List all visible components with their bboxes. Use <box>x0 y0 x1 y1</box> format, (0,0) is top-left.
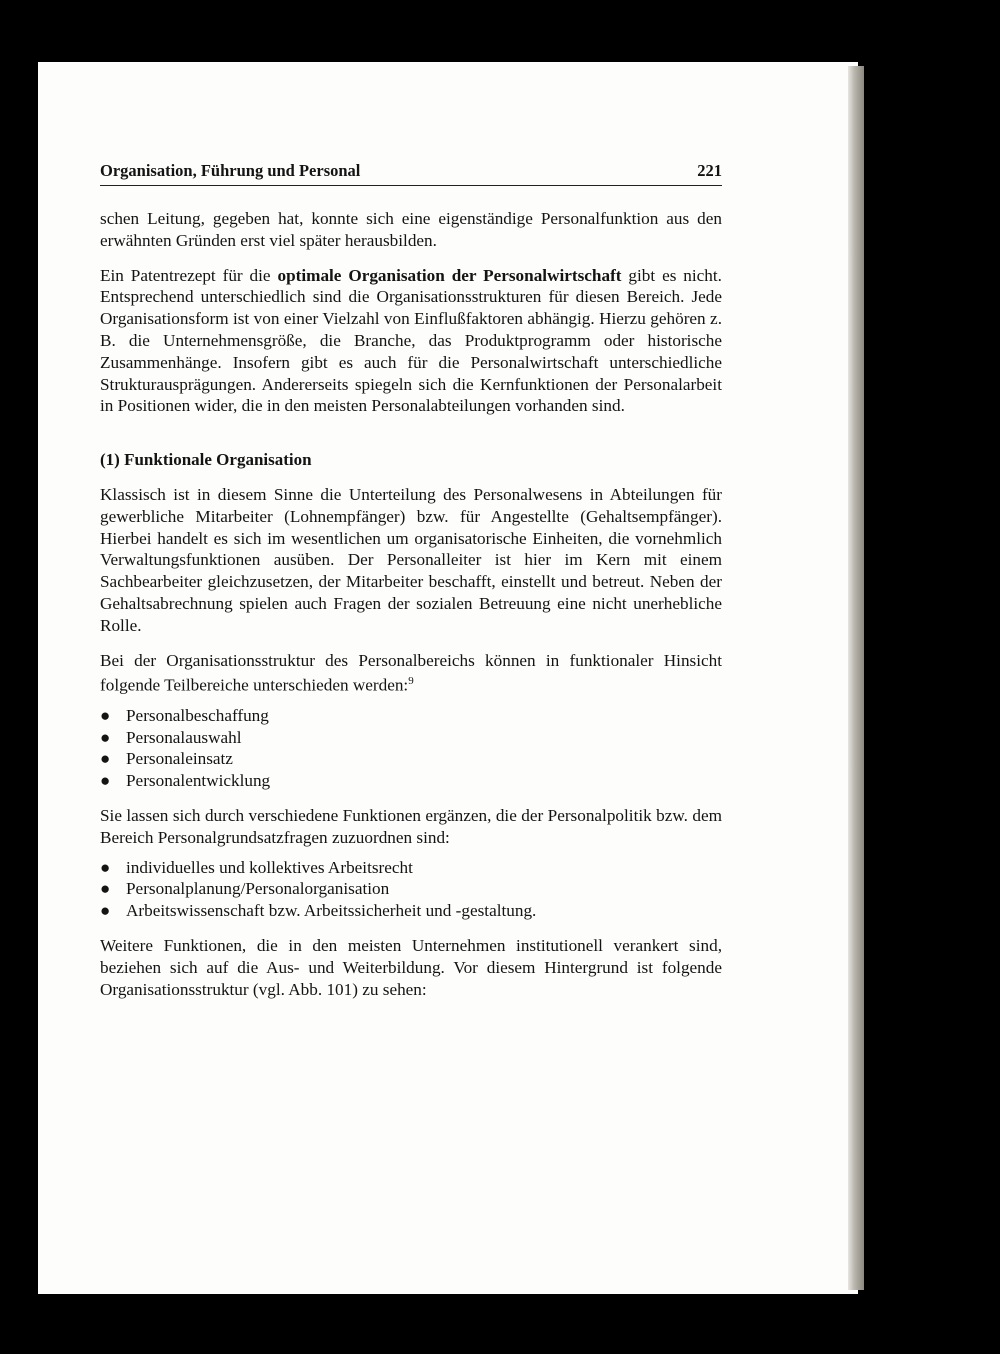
paragraph-2 <box>100 265 722 418</box>
paragraph-2-text-a: Ein Patentrezept für die <box>100 265 278 285</box>
bullet-icon: ● <box>100 705 111 725</box>
paragraph-2-text-b: gibt es nicht. Entsprechend unterschiedlich sind die Organisationsstrukturen für diesen Bereich. Jede Organisationsform ist von einer Vielzahl von Einflußfaktoren abhängig. Hierzu gehören z. B. die Unternehmensgröße, die Branche, das Produktprogramm oder historische Zusammenhänge. Insofern gibt es auch für die Personalwirtschaft unterschiedliche Strukturausprägungen. Andererseits spiegeln sich die Kernfunktionen der Personalarbeit in Positionen wider, die in den meisten Personalabteilungen vorhanden sind. <box>100 265 722 416</box>
list-item-text: Personalauswahl <box>126 727 242 747</box>
page-edge <box>848 66 864 1290</box>
function-list-2 <box>100 857 722 922</box>
paragraph-2-bold: optimale Organisation der Personalwirtschaft <box>277 265 622 285</box>
bullet-icon: ● <box>100 771 111 791</box>
list-item-text: Personalbeschaffung <box>126 705 269 725</box>
list-item <box>100 878 722 900</box>
running-head-title: Organisation, Führung und Personal <box>100 161 361 180</box>
list-item <box>100 900 722 922</box>
paragraph-6: Weitere Funktionen, die in den meisten Unternehmen institutionell verankert sind, beziehen sich auf die Aus- und Weiterbildung. Vor diesem Hintergrund ist folgende Organisationsstruktur (vgl. Abb. 101) zu sehen: <box>100 936 722 999</box>
bullet-icon: ● <box>100 857 111 877</box>
list-item-text: Personaleinsatz <box>126 749 233 769</box>
section-heading: (1) Funktionale Organisation <box>100 450 312 470</box>
list-item <box>100 705 722 727</box>
paragraph-3: Klassisch ist in diesem Sinne die Unterteilung des Personalwesens in Abteilungen für gewerbliche Mitarbeiter (Lohnempfänger) bzw. für Angestellte (Gehaltsempfänger). Hierbei handelt es sich im wesentlichen um organisatorische Einheiten, die vornehmlich Verwaltungsfunktionen ausüben. Der Personalleiter ist hier im Kern mit einem Sachbearbeiter gleichzusetzen, der Mitarbeiter beschafft, einstellt und betreut. Neben der Gehaltsabrechnung spielen auch Fragen der sozialen Betreuung eine nicht unerhebliche Rolle. <box>100 484 722 635</box>
page-content <box>100 160 722 1000</box>
running-head <box>100 160 722 186</box>
function-list-1 <box>100 705 722 792</box>
list-item-text: Personalplanung/Personalorganisation <box>126 879 390 899</box>
bullet-icon: ● <box>100 879 111 899</box>
bullet-icon: ● <box>100 901 111 921</box>
list-item <box>100 727 722 749</box>
page-number: 221 <box>697 161 722 180</box>
list-item-text: Personalentwicklung <box>126 771 271 791</box>
bullet-icon: ● <box>100 727 111 747</box>
list-item <box>100 748 722 770</box>
list-item <box>100 857 722 879</box>
bullet-icon: ● <box>100 749 111 769</box>
paragraph-1: schen Leitung, gegeben hat, konnte sich eine eigenständige Personalfunktion aus den erwähnten Gründen erst viel später herausbilden. <box>100 209 722 250</box>
paragraph-4 <box>100 650 722 697</box>
paragraph-4-text: Bei der Organisationsstruktur des Personalbereichs können in funktionaler Hinsicht folgende Teilbereiche unterschieden werden: <box>100 650 722 696</box>
list-item-text: individuelles und kollektives Arbeitsrecht <box>126 857 413 877</box>
list-item <box>100 770 722 792</box>
paragraph-5: Sie lassen sich durch verschiedene Funktionen ergänzen, die der Personalpolitik bzw. dem Bereich Personalgrundsatzfragen zuzuordnen sind: <box>100 806 722 847</box>
footnote-ref: 9 <box>408 675 414 688</box>
list-item-text: Arbeitswissenschaft bzw. Arbeitssicherheit und -gestaltung. <box>126 901 537 921</box>
